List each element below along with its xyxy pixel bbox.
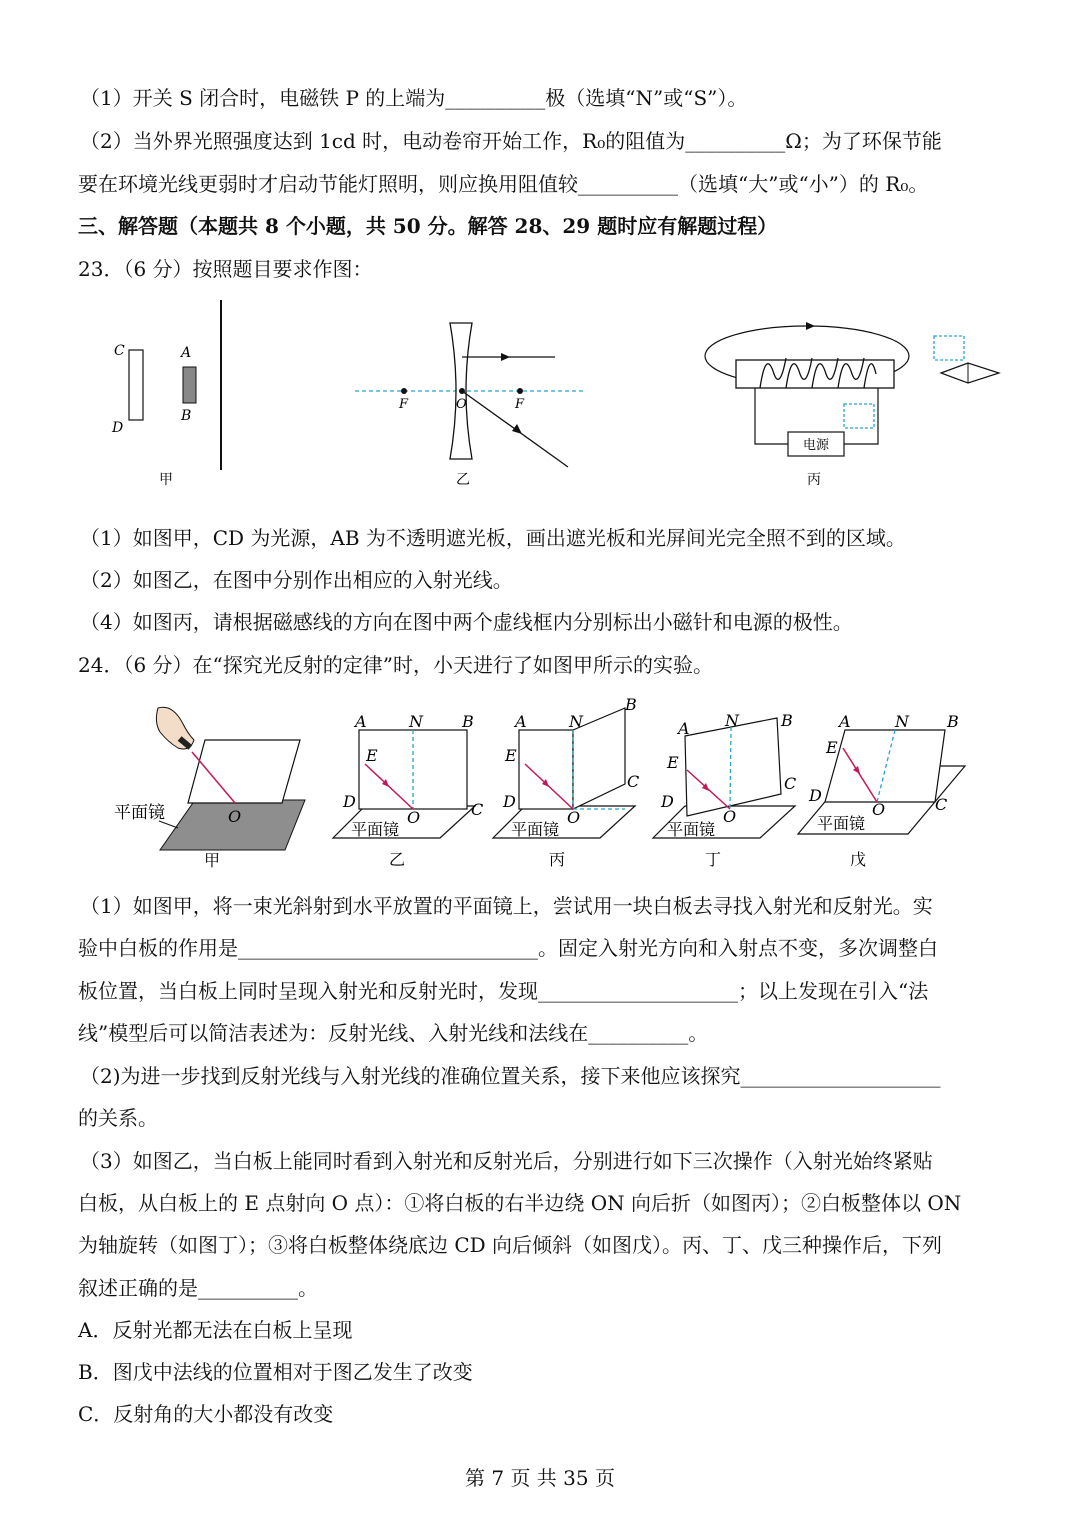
label-b: B [947,712,959,731]
label-o: O [723,807,737,826]
label-o: O [872,800,886,819]
q24-part2-line2: 的关系。 [78,1106,158,1130]
q23-figure-jia [100,295,240,495]
q22-part2: （2）当外界光照强度达到 1cd 时，电动卷帘开始工作，R₀的阻值为__________Ω；为了环保节能 [80,129,942,153]
q24-figure-jia [110,700,315,872]
caption-wu: 戊 [850,850,867,869]
label-o: O [407,808,421,827]
mirror-label: 平面镜 [817,814,866,833]
option-a: A．反射光都无法在白板上呈现 [78,1318,353,1342]
power-pole-box [844,404,874,428]
q23-figure-yi [350,315,590,495]
label-b: B [625,695,637,714]
white-board-tilted [825,730,945,802]
q22-part1: （1）开关 S 闭合时，电磁铁 P 的上端为__________极（选填“N”或“S”）。 [80,86,748,110]
section-heading: 三、解答题（本题共 8 个小题，共 50 分。解答 28、29 题时应有解题过程） [78,214,778,238]
label-b: B [181,408,192,424]
shade-board-ab [183,367,196,403]
light-source-cd [129,350,143,420]
label-d: D [809,786,822,805]
label-d: D [343,792,356,811]
wire-left [755,388,788,444]
q24-part3-line4: 叙述正确的是__________。 [78,1276,318,1300]
label-a: A [678,719,690,738]
white-board [188,740,300,803]
q24-part3-line1: （3）如图乙，当白板上能同时看到入射光和反射光后，分别进行如下三次操作（入射光始终紧贴 [80,1149,933,1173]
power-label: 电源 [802,438,830,453]
mirror-label: 平面镜 [114,803,165,823]
q23-sub2: （2）如图乙，在图中分别作出相应的入射光线。 [80,568,513,592]
q24-part3-line3: 为轴旋转（如图丁）；③将白板整体绕底边 CD 向后倾斜（如图戊）。丙、丁、戊三种操作后，下列 [78,1233,943,1257]
q24-part1-line2: 验中白板的作用是______________________________。固定入射光方向和入射点不变，多次调整白 [78,936,938,960]
white-board-rotated [685,718,781,816]
caption-yi: 乙 [389,850,406,869]
caption-yi: 乙 [456,472,470,488]
label-n: N [895,712,909,731]
label-c: C [784,774,797,793]
caption-jia: 甲 [204,851,221,870]
focus-point-right [517,388,523,394]
q24-figure-ding [645,706,815,872]
arrow-icon [501,353,510,361]
q24-part3-line2: 白板，从白板上的 E 点射向 O 点）：①将白板的右半边绕 ON 向后折（如图丙）；②白板整体以 ON [78,1191,962,1215]
arrow-icon [806,322,815,330]
label-d: D [503,792,516,811]
label-e: E [667,753,679,772]
label-n: N [409,712,423,731]
q24-figure-bing [485,694,655,872]
label-d: D [661,792,674,811]
compass-pole-box [934,336,964,360]
label-n: N [569,712,583,731]
label-c: C [471,800,484,819]
q24-figure-yi [325,706,495,872]
wire-right [844,388,878,444]
label-c: C [935,795,948,814]
label-o: O [228,807,242,826]
label-a: A [181,345,192,361]
label-d: D [112,420,124,436]
q24-part1-line1: （1）如图甲，将一束光斜射到水平放置的平面镜上，尝试用一块白板去寻找入射光和反射光。实 [80,894,933,918]
label-f-left: F [399,397,409,412]
q24-part1-line3: 板位置，当白板上同时呈现入射光和反射光时，发现____________________；以上发现在引入“法 [78,979,929,1003]
q23-sub4: （4）如图丙，请根据磁感线的方向在图中两个虚线框内分别标出小磁针和电源的极性。 [80,610,853,634]
q23-sub1: （1）如图甲，CD 为光源，AB 为不透明遮光板，画出遮光板和光屏间光完全照不到的区域。 [80,526,906,550]
caption-jia: 甲 [159,472,173,488]
label-o: O [456,397,467,412]
white-board-left [519,730,573,809]
q22-part2-cont: 要在环境光线更弱时才启动节能灯照明，则应换用阻值较__________（选填“大”或“小”）的 R₀。 [78,172,929,196]
label-c: C [627,772,640,791]
caption-ding: 丁 [705,850,722,869]
label-o: O [567,808,581,827]
caption-bing: 丙 [807,472,821,488]
q24-title: 24．（6 分）在“探究光反射的定律”时，小天进行了如图甲所示的实验。 [78,653,713,677]
q24-part1-line4: 线”模型后可以简洁表述为：反射光线、入射光线和法线在__________。 [78,1021,709,1045]
q23-title: 23．（6 分）按照题目要求作图： [78,257,373,281]
label-e: E [826,738,838,757]
label-a: A [839,712,851,731]
q24-part2-line1: （2)为进一步找到反射光线与入射光线的准确位置关系，接下来他应该探究____________________ [80,1064,941,1088]
label-b: B [462,712,474,731]
label-a: A [515,712,527,731]
label-b: B [781,711,793,730]
page-footer: 第 7 页 共 35 页 [465,1466,615,1490]
mirror-label: 平面镜 [667,820,716,839]
white-board [359,730,467,809]
label-e: E [505,746,517,765]
label-a: A [355,712,367,731]
label-n: N [725,711,739,730]
mirror-label: 平面镜 [511,820,560,839]
mirror-label: 平面镜 [351,820,400,839]
focus-point-left [401,388,407,394]
label-e: E [366,746,378,765]
option-c: C．反射角的大小都没有改变 [78,1402,334,1426]
caption-bing: 丙 [549,850,566,869]
small-compass-needle [941,363,999,383]
label-f-right: F [515,397,525,412]
label-c: C [114,343,125,359]
option-b: B．图戊中法线的位置相对于图乙发生了改变 [78,1360,473,1384]
q24-figure-wu [795,706,970,872]
optical-center [459,388,465,394]
arrow-icon [512,424,522,434]
q23-figure-bing [700,318,1010,494]
